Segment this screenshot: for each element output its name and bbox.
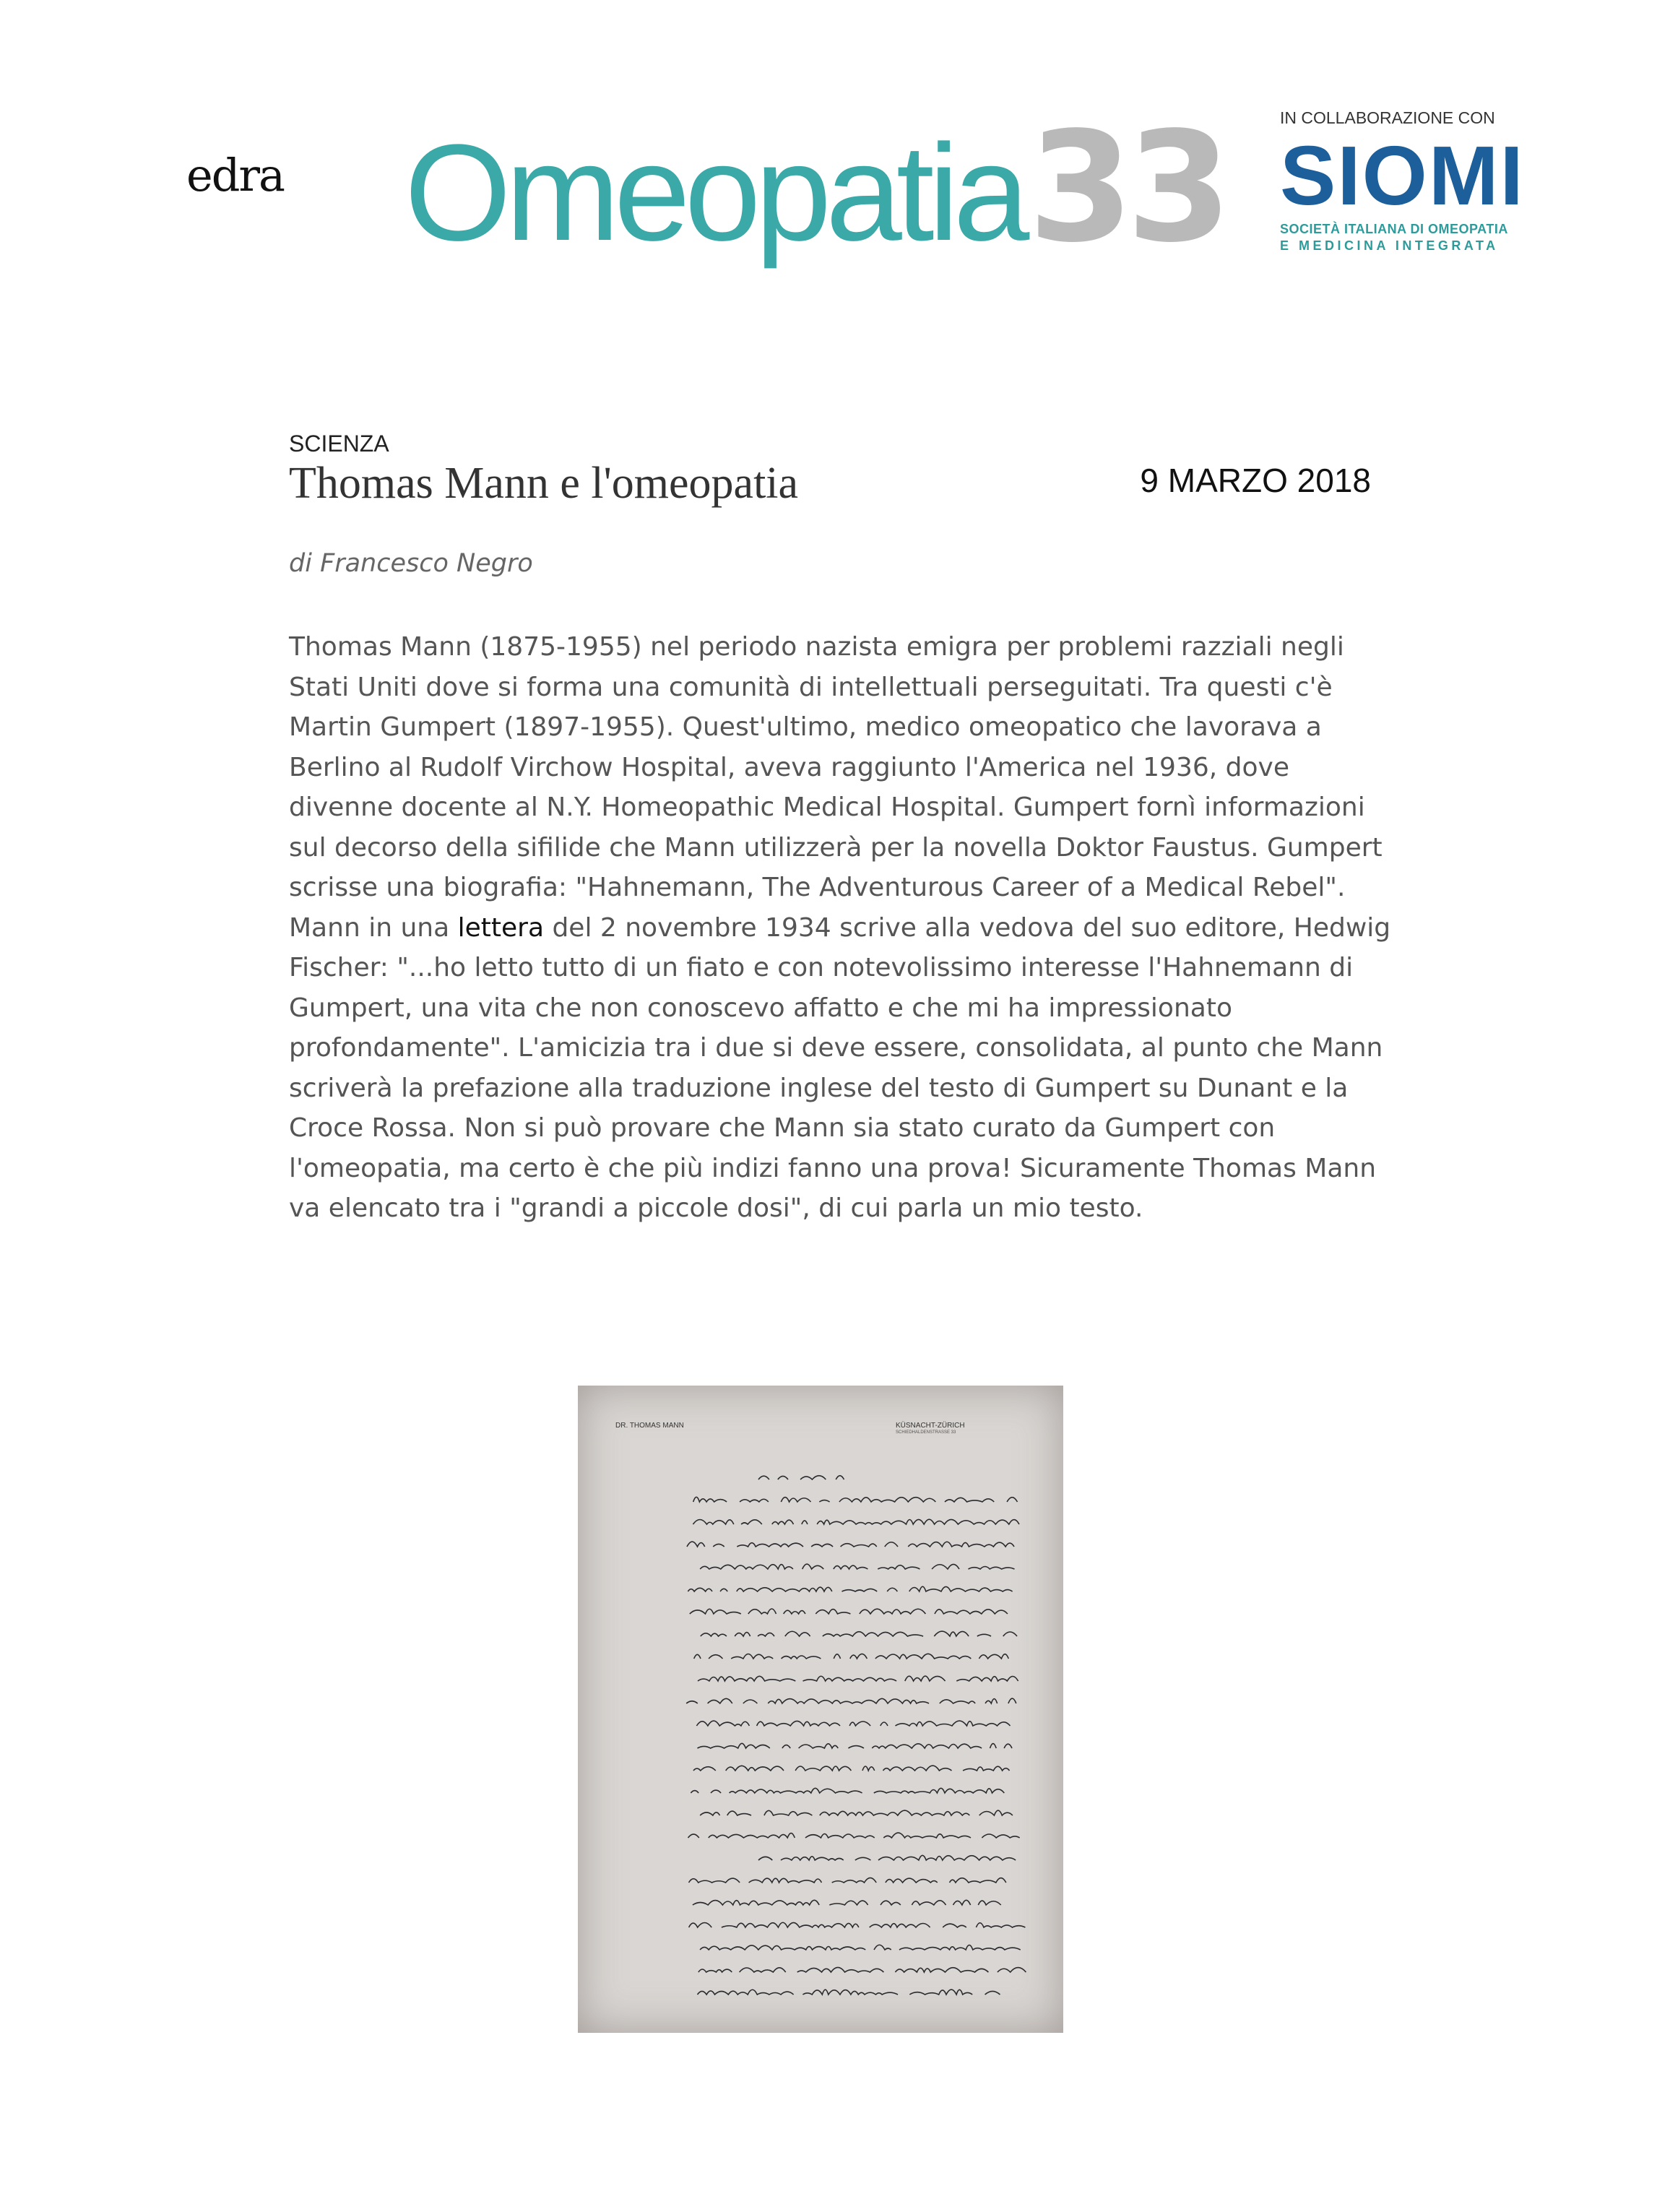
letterhead-street: SCHIEDHALDENSTRASSE 33 xyxy=(896,1430,956,1435)
article-author: di Francesco Negro xyxy=(289,549,533,578)
paragraph-2-start: Mann in una xyxy=(289,912,458,943)
paragraph-2-rest: del 2 novembre 1934 scrive alla vedova del suo editore, Hedwig Fischer: "...ho letto tutto di un fiato e con notevolissimo interesse l'Hahnemann di Gumpert, una vita che non conoscevo affatto e che mi ha impressionato profondamente". L'amicizia tra i due si deve essere, consolidata, al punto che Mann scriverà la prefazione alla traduzione inglese del testo di Gumpert su Dunant e la Croce Rossa. Non si può provare che Mann sia stato curato da Gumpert con l'omeopatia, ma certo è che più indizi fanno una prova! Sicuramente Thomas Mann va elencato tra i "grandi a piccole dosi", di cui parla un mio testo. xyxy=(289,912,1391,1223)
masthead-number: 33 xyxy=(1028,99,1225,276)
handwriting-line xyxy=(698,1989,1012,1995)
letterhead-address: KÜSNACHT-ZÜRICH xyxy=(896,1422,965,1430)
handwriting-line xyxy=(693,1519,1019,1524)
paragraph-2 xyxy=(289,908,1401,1229)
handwriting-line xyxy=(693,1497,1018,1502)
handwriting-line xyxy=(688,1833,1020,1838)
masthead-logo xyxy=(404,99,1225,276)
edra-logo xyxy=(186,149,284,202)
siomi-logo xyxy=(1280,129,1526,223)
article-date: 9 MARZO 2018 xyxy=(1140,462,1371,499)
paragraph-1: Thomas Mann (1875-1955) nel periodo nazista emigra per problemi razziali negli Stati Uniti dove si forma una comunità di intellettuali perseguitati. Tra questi c'è Martin Gumpert (1897-1955). Quest'ultimo, medico omeopatico che lavorava a Berlino al Rudolf Virchow Hospital, aveva raggiunto l'America nel 1936, dove divenne docente al N.Y. Homeopathic Medical Hospital. Gumpert fornì informazioni sul decorso della sifilide che Mann utilizzerà per la novella Doktor Faustus. Gumpert scrisse una biografia: "Hahnemann, The Adventurous Career of a Medical Rebel". xyxy=(289,632,1383,902)
handwriting-line xyxy=(758,1476,855,1479)
partner-subtitle-2: E MEDICINA INTEGRATA xyxy=(1280,238,1499,253)
handwriting-line xyxy=(701,1631,1017,1636)
letter-link[interactable]: lettera xyxy=(457,912,544,943)
handwriting-line xyxy=(698,1676,1018,1681)
handwriting-line xyxy=(700,1945,1021,1950)
handwriting-line xyxy=(700,1810,1013,1815)
handwriting-line xyxy=(690,1609,1019,1614)
masthead-title: Omeopatia xyxy=(404,116,1024,269)
handwriting-line xyxy=(758,1855,1024,1860)
handwriting-line xyxy=(688,1586,1012,1591)
handwriting-lines xyxy=(578,1386,1063,2033)
siomi-logo-text: SIOMI xyxy=(1280,129,1525,223)
handwriting-line xyxy=(698,1967,1026,1972)
partner-block xyxy=(1280,108,1526,254)
section-label: SCIENZA xyxy=(289,431,389,457)
article-body xyxy=(289,627,1401,1229)
handwriting-line xyxy=(691,1788,1004,1793)
edra-logo-text: edra xyxy=(186,149,284,202)
handwriting-line xyxy=(698,1743,1013,1748)
handwriting-line xyxy=(689,1922,1036,1927)
handwritten-letter-image xyxy=(578,1386,1063,2033)
collab-label: IN COLLABORAZIONE CON xyxy=(1280,108,1495,127)
handwriting-line xyxy=(689,1878,1016,1883)
article-title: Thomas Mann e l'omeopatia xyxy=(289,459,799,508)
letterhead-name: DR. THOMAS MANN xyxy=(615,1422,684,1430)
handwriting-line xyxy=(696,1721,1010,1726)
handwriting-line xyxy=(693,1766,1010,1771)
handwriting-line xyxy=(693,1900,1011,1905)
handwriting-line xyxy=(686,1698,1016,1703)
handwriting-line xyxy=(687,1542,1025,1547)
handwriting-line xyxy=(694,1654,1009,1659)
handwriting-line xyxy=(700,1564,1014,1569)
partner-subtitle-1: SOCIETÀ ITALIANA DI OMEOPATIA xyxy=(1280,222,1508,236)
